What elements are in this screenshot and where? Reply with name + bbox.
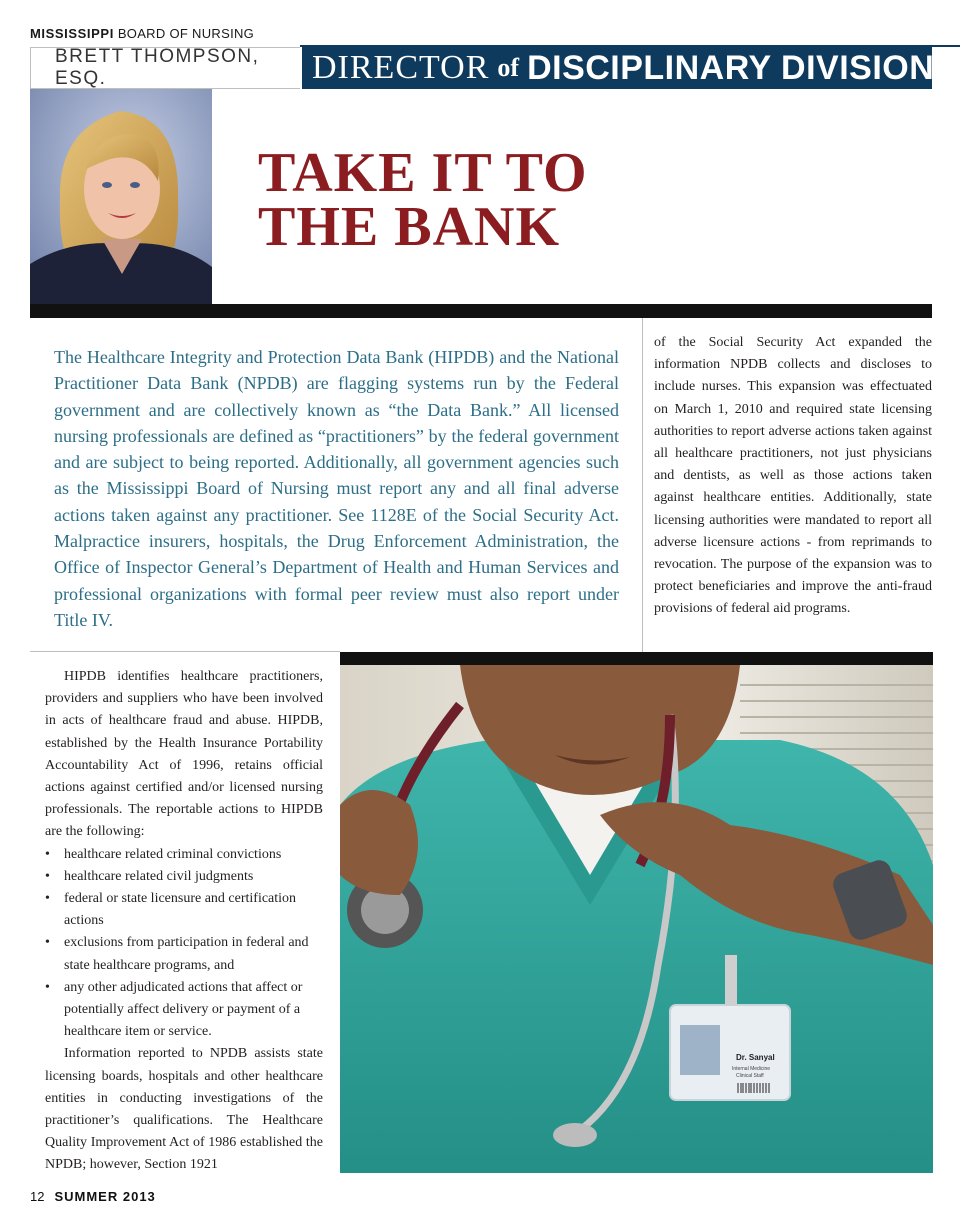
bullet-icon: • bbox=[45, 935, 50, 951]
author-portrait bbox=[30, 89, 212, 304]
reportable-actions-list bbox=[45, 844, 323, 1044]
body-paragraph-1: HIPDB identifies healthcare practitioners, providers and suppliers who have been involved in acts of healthcare fraud and abuse. HIPDB, established by the Health Insurance Portability Accountability Act of 1996, retains official actions against certified and/or licensed nursing professionals. The reportable actions to HIPDB are the following: bbox=[45, 669, 323, 840]
org-name-bold: MISSISSIPPI bbox=[30, 26, 114, 41]
intro-paragraph: The Healthcare Integrity and Protection Data Bank (HIPDB) and the National Practitioner Data Bank (NPDB) are flagging systems run by the Federal government and are collectively known as “the Data Bank.” All licensed nursing professionals are defined as “practitioners” by the federal government and are subject to being reported. Additionally, all government agencies such as the Mississippi Board of Nursing must report any and all final adverse actions taken against any practitioner. See 1128E of the Social Security Act. Malpractice insurers, hospitals, the Drug Enforcement Administration, the Office of Inspector General’s Department of Health and Human Services and professional organizations with formal peer review must also report under Title IV. bbox=[54, 347, 619, 630]
list-item-text: healthcare related civil judgments bbox=[64, 868, 254, 884]
body-column bbox=[45, 666, 323, 1177]
bullet-icon: • bbox=[45, 891, 50, 907]
body-divider-rule bbox=[30, 651, 340, 652]
list-item-text: exclusions from participation in federal and state healthcare programs, and bbox=[64, 935, 309, 973]
right-column-text: of the Social Security Act expanded the information NPDB collects and discloses to include nurses. This expansion was effectuated on March 1, 2010 and required state licensing authorities to report adverse actions taken against all healthcare practitioners, not just physicians and dentists, as well as those actions taken against healthcare entities. Additionally, state licensing authorities were mandated to report all adverse licensure actions - from reprimands to revocation. The purpose of the expansion was to protect beneficiaries and improve the anti-fraud provisions of federal aid programs. bbox=[654, 335, 932, 617]
org-name-rest: BOARD OF NURSING bbox=[117, 26, 255, 41]
badge-line-2: Internal Medicine bbox=[732, 1066, 771, 1072]
page-number: 12 bbox=[30, 1189, 45, 1204]
headline-line-2: THE BANK bbox=[258, 196, 561, 258]
bullet-icon: • bbox=[45, 979, 50, 995]
bullet-icon: • bbox=[45, 846, 50, 862]
list-item-text: healthcare related criminal convictions bbox=[64, 846, 282, 862]
issue-label: SUMMER 2013 bbox=[54, 1189, 156, 1204]
list-item bbox=[45, 866, 323, 888]
list-item-text: federal or state licensure and certification actions bbox=[64, 891, 297, 929]
column-title-part3: DISCIPLINARY DIVISION bbox=[527, 48, 935, 87]
author-name bbox=[30, 47, 300, 89]
article-headline bbox=[258, 142, 588, 258]
column-divider bbox=[642, 318, 643, 652]
photo-top-bar bbox=[340, 652, 933, 665]
page-footer bbox=[30, 1189, 156, 1204]
list-item bbox=[45, 977, 323, 1044]
list-item bbox=[45, 932, 323, 976]
publication-kicker bbox=[30, 26, 254, 41]
list-item-text: any other adjudicated actions that affect or potentially affect delivery or payment of a healthcare item or service. bbox=[64, 979, 303, 1040]
column-title-part2: of bbox=[497, 53, 520, 82]
author-name-text: BRETT THOMPSON, ESQ. bbox=[55, 46, 260, 89]
headline-line-1: TAKE IT TO bbox=[258, 142, 588, 204]
badge-line-3: Clinical Staff bbox=[736, 1073, 764, 1079]
column-title-part1: DIRECTOR bbox=[312, 49, 490, 86]
nurse-photo bbox=[340, 665, 933, 1173]
bullet-icon: • bbox=[45, 868, 50, 884]
section-divider-bar bbox=[30, 304, 932, 318]
badge-name: Dr. Sanyal bbox=[736, 1053, 775, 1062]
list-item bbox=[45, 888, 323, 932]
column-title-bar bbox=[302, 47, 935, 89]
body-paragraph-2: Information reported to NPDB assists state licensing boards, hospitals and other healthcare entities in conducting investigations of the practitioner’s qualifications. The Healthcare Quality Improvement Act of 1986 established the NPDB; however, Section 1921 bbox=[45, 1046, 323, 1173]
list-item bbox=[45, 844, 323, 866]
